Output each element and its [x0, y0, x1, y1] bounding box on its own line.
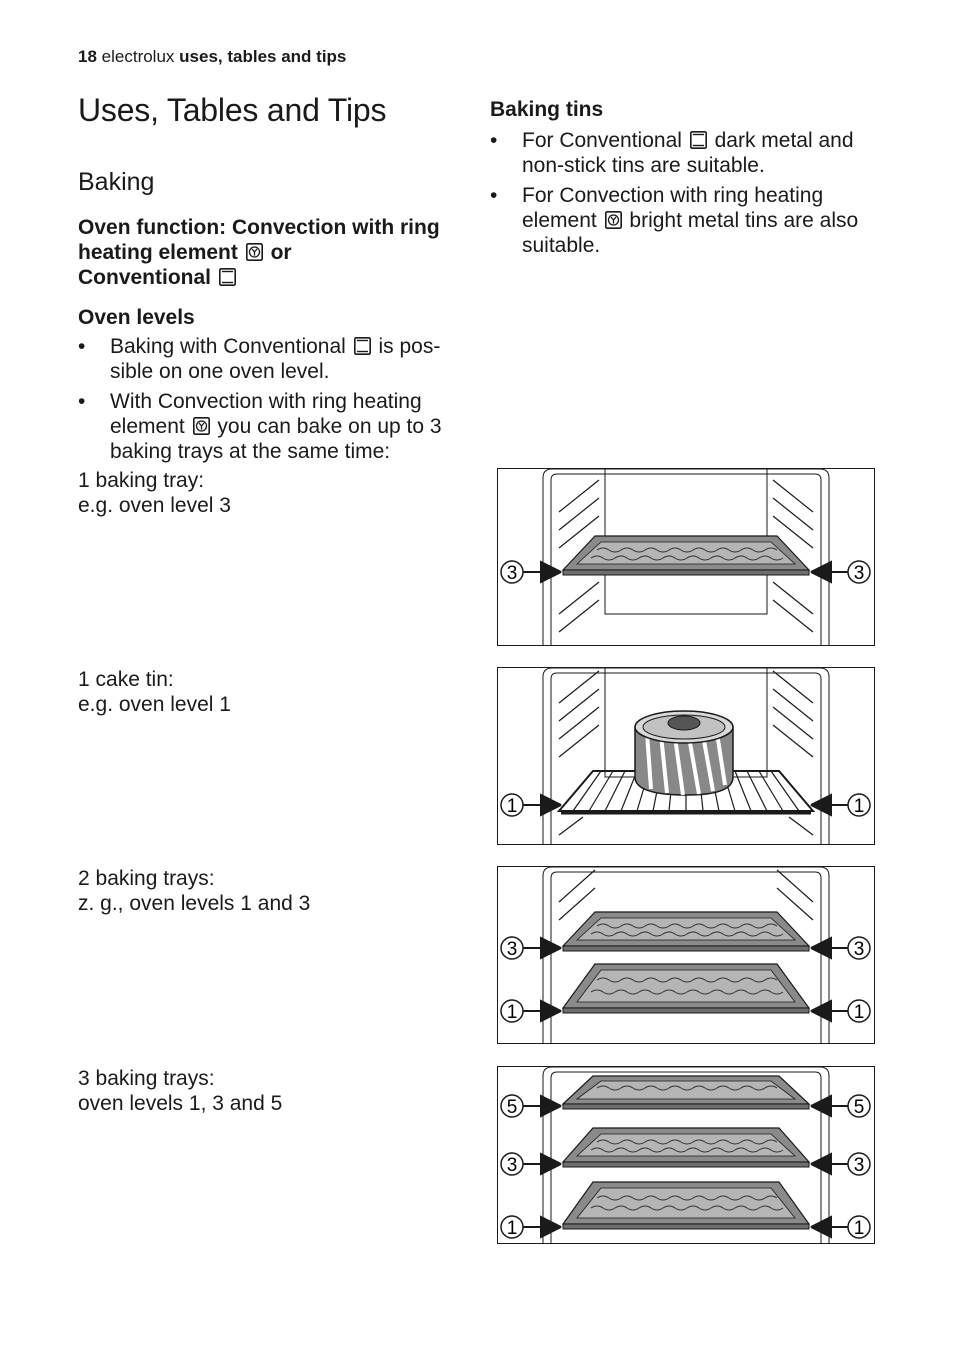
- baking-tray: [563, 1182, 809, 1229]
- oven-function-line3: Conventional: [78, 265, 478, 290]
- level-number: 1: [506, 796, 518, 817]
- oven-figure-3-svg: [497, 866, 875, 1044]
- oven-levels-list: [78, 334, 468, 469]
- baking-tray: [563, 1076, 809, 1109]
- cake-tin: [635, 711, 733, 795]
- oven-figure-4-svg: [497, 1066, 875, 1244]
- level-number: 1: [506, 1002, 518, 1023]
- level-number: 1: [506, 1218, 518, 1239]
- baking-tray: [563, 1128, 809, 1167]
- convection-fan-icon: [605, 211, 622, 229]
- baking-tins-list: [490, 128, 890, 263]
- oven-levels-heading: Oven levels: [78, 306, 195, 329]
- level-number: 5: [506, 1097, 518, 1118]
- oven-figure-1: [497, 468, 875, 646]
- oven-cavity: [498, 867, 875, 1045]
- baking-tray: [563, 964, 809, 1013]
- oven-figure-3: [497, 866, 875, 1044]
- conventional-heat-icon: [354, 337, 371, 355]
- oven-figure-1-svg: [497, 468, 875, 646]
- oven-figure-4: [497, 1066, 875, 1244]
- oven-figure-2: [497, 667, 875, 845]
- level-number: 3: [506, 1155, 518, 1176]
- example-caption-1: 1 baking tray: e.g. oven level 3: [78, 469, 231, 517]
- baking-tins-heading: Baking tins: [490, 98, 604, 121]
- list-item: • For Conventional dark metal and non-stick tins are suitable.: [490, 128, 890, 178]
- list-item: • With Convection with ring heating element you can bake on up to 3 baking trays at the same time:: [78, 389, 468, 464]
- convection-fan-icon: [193, 417, 210, 435]
- oven-function-line2: heating element or: [78, 241, 292, 264]
- level-number: 3: [853, 563, 865, 584]
- level-number: 3: [506, 939, 518, 960]
- oven-function-heading: [78, 215, 478, 290]
- page-header: [78, 47, 346, 67]
- conventional-heat-icon: [690, 131, 707, 149]
- conventional-heat-icon: [219, 268, 236, 286]
- level-number: 1: [853, 1218, 865, 1239]
- list-item: • For Convection with ring heating element bright metal tins are also suitable.: [490, 183, 890, 258]
- section-name: uses, tables and tips: [179, 47, 347, 66]
- level-number: 5: [853, 1097, 865, 1118]
- example-caption-3: 2 baking trays: z. g., oven levels 1 and 3: [78, 867, 311, 915]
- level-number: 3: [853, 939, 865, 960]
- baking-tray: [563, 912, 809, 951]
- brand-name: electrolux: [101, 47, 175, 66]
- page-number: 18: [78, 47, 97, 66]
- oven-figure-2-svg: [497, 667, 875, 845]
- level-number: 1: [853, 1002, 865, 1023]
- example-caption-4: 3 baking trays: oven levels 1, 3 and 5: [78, 1067, 283, 1115]
- level-number: 3: [506, 563, 518, 584]
- section-subtitle: Baking: [78, 168, 155, 196]
- convection-fan-icon: [246, 243, 263, 261]
- example-caption-2: 1 cake tin: e.g. oven level 1: [78, 668, 231, 716]
- baking-tray: [563, 536, 809, 575]
- level-number: 1: [853, 796, 865, 817]
- list-item: • Baking with Conventional is pos- sible on one oven level.: [78, 334, 468, 384]
- page-title: Uses, Tables and Tips: [78, 92, 387, 128]
- oven-function-line1: Oven function: Convection with ring: [78, 216, 440, 239]
- level-number: 3: [853, 1155, 865, 1176]
